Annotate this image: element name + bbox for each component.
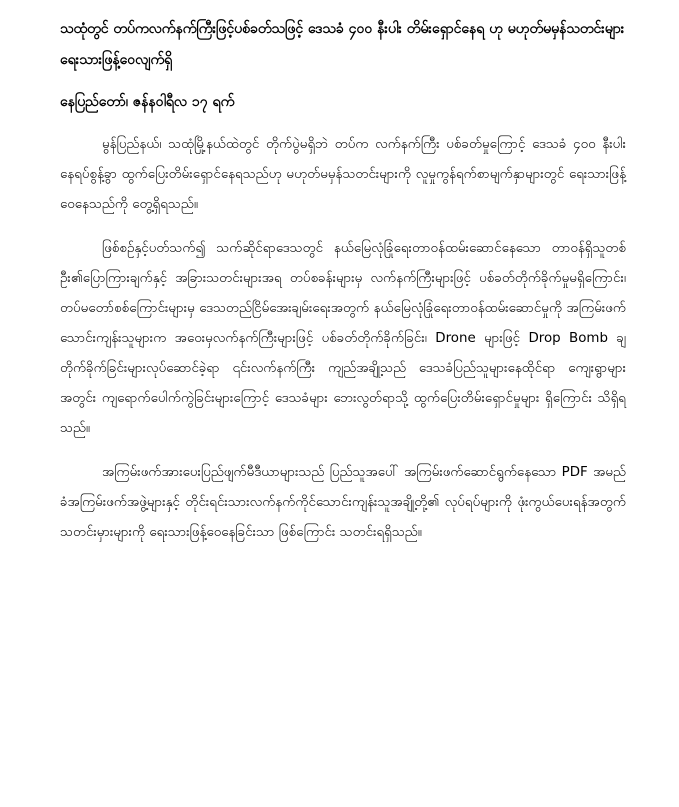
article-dateline: နေပြည်တော်၊ ဇန်နဝါရီလ ၁၇ ရက် — [60, 94, 235, 110]
article-paragraph-1: မွန်ပြည်နယ်၊ သထုံမြို့နယ်ထဲတွင် တိုက်ပွဲမရှိဘဲ တပ်က လက်နက်ကြီး ပစ်ခတ်မှုကြောင့် ဒေသခံ ၄၀၀ နီးပါး နေရပ်စွန့်ခွာ ထွက်ပြေးတိမ်းရှောင်နေရသည်ဟု မဟုတ်မမှန်သတင်းများကို လူမှုကွန်ရက်စာမျက်နှာများတွင် ရေးသားဖြန့်ဝေနေသည်ကို တွေ့ရှိရသည်။ — [60, 137, 626, 212]
article-headline: သထုံတွင် တပ်ကလက်နက်ကြီးဖြင့်ပစ်ခတ်သဖြင့် ဒေသခံ ၄၀၀ နီးပါး တိမ်းရှောင်နေရ ဟု မဟုတ်မမှန်သတင်းများ ရေးသားဖြန့်ဝေလျက်ရှိ — [60, 21, 625, 68]
document-page — [60, 14, 626, 562]
article-paragraph-2: ဖြစ်စဉ်နှင့်ပတ်သက်၍ သက်ဆိုင်ရာဒေသတွင် နယ်မြေလုံခြုံရေးတာဝန်ထမ်းဆောင်နေသော တာဝန်ရှိသူတစ်ဦး၏ပြောကြားချက်နှင့် အခြားသတင်းများအရ တပ်စခန်းများမှ လက်နက်ကြီးများဖြင့် ပစ်ခတ်တိုက်ခိုက်မှုမရှိကြောင်း၊ တပ်မတော်စစ်ကြောင်းများမှ ဒေသတည်ငြိမ်အေးချမ်းရေးအတွက် နယ်မြေလုံခြုံရေးတာဝန်ထမ်းဆောင်မှုကို အကြမ်းဖက် သောင်းကျန်းသူများက အဝေးမှလက်နက်ကြီးများဖြင့် ပစ်ခတ်တိုက်ခိုက်ခြင်း၊ Drone များဖြင့် Drop Bomb ချ တိုက်ခိုက်ခြင်းများလုပ်ဆောင်ခဲ့ရာ ၎င်းလက်နက်ကြီး ကျည်အချို့သည် ဒေသခံပြည်သူများနေထိုင်ရာ ကျေးရွာများအတွင်း ကျရောက်ပေါက်ကွဲခြင်းများကြောင့် ဒေသခံများ ဘေးလွတ်ရာသို့ ထွက်ပြေးတိမ်းရှောင်မှုများ ရှိကြောင်း သိရှိရသည်။ — [60, 241, 626, 436]
article-paragraph-3: အကြမ်းဖက်အားပေးပြည်ဖျက်မီဒီယာများသည် ပြည်သူအပေါ် အကြမ်းဖက်ဆောင်ရွက်နေသော PDF အမည်ခံအကြမ်းဖက်အဖွဲ့များနှင့် တိုင်းရင်းသားလက်နက်ကိုင်သောင်းကျန်းသူအချို့တို့၏ လုပ်ရပ်များကို ဖုံးကွယ်ပေးရန်အတွက် သတင်းမှားများကို ရေးသားဖြန့်ဝေနေခြင်းသာ ဖြစ်ကြောင်း သတင်းရရှိသည်။ — [60, 465, 626, 540]
